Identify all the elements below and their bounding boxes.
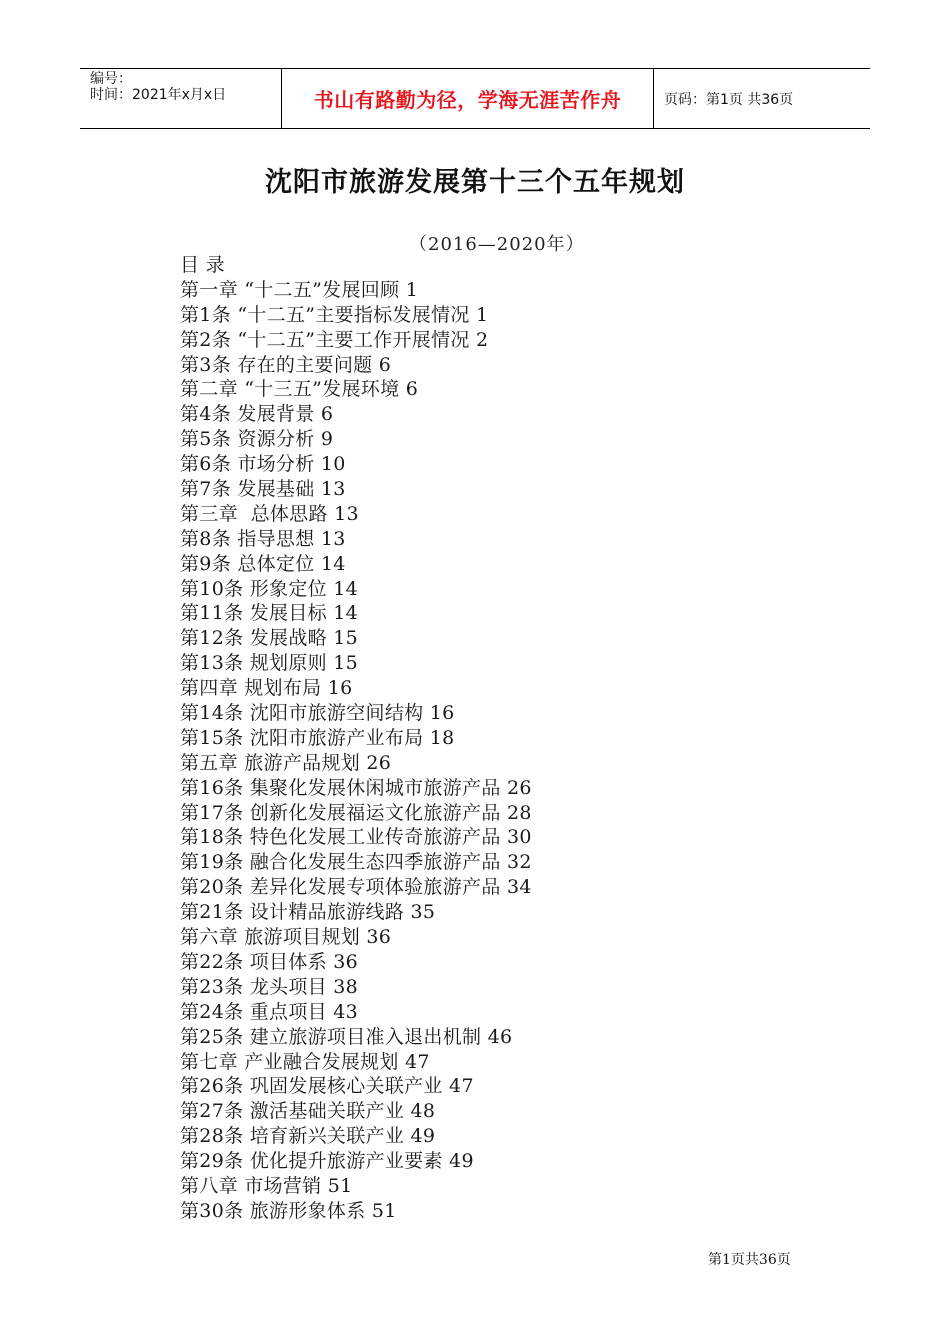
toc-entry: 第二章 “十三五”发展环境 6 bbox=[180, 378, 419, 401]
toc-entry: 第五章 旅游产品规划 26 bbox=[180, 751, 392, 774]
serial-number-label: 编号： bbox=[90, 71, 132, 87]
toc-entry: 第9条 总体定位 14 bbox=[180, 552, 346, 575]
document-title: 沈阳市旅游发展第十三个五年规划 bbox=[265, 167, 685, 198]
page-number-info: 页码：第1页 共36页 bbox=[664, 91, 794, 108]
toc-entry: 第三章 总体思路 13 bbox=[180, 502, 359, 525]
table-of-contents bbox=[180, 253, 532, 1224]
toc-entry: 第六章 旅游项目规划 36 bbox=[180, 926, 392, 949]
toc-entry: 第七章 产业融合发展规划 47 bbox=[180, 1050, 430, 1073]
toc-entry: 第6条 市场分析 10 bbox=[180, 453, 346, 476]
plan-period: （2016—2020年） bbox=[409, 234, 585, 255]
toc-entry: 第八章 市场营销 51 bbox=[180, 1174, 353, 1197]
toc-heading: 目 录 bbox=[180, 254, 225, 276]
toc-entry: 第8条 指导思想 13 bbox=[180, 527, 346, 550]
toc-entry: 第26条 巩固发展核心关联产业 47 bbox=[180, 1075, 474, 1098]
toc-entry: 第10条 形象定位 14 bbox=[180, 577, 359, 600]
toc-entry: 第17条 创新化发展福运文化旅游产品 28 bbox=[180, 801, 532, 824]
toc-entry: 第18条 特色化发展工业传奇旅游产品 30 bbox=[180, 826, 532, 849]
toc-entry: 第7条 发展基础 13 bbox=[180, 478, 346, 501]
toc-entry: 第19条 融合化发展生态四季旅游产品 32 bbox=[180, 851, 532, 874]
page-header bbox=[80, 68, 870, 129]
toc-entry: 第13条 规划原则 15 bbox=[180, 652, 359, 675]
toc-entry: 第1条 “十二五”主要指标发展情况 1 bbox=[180, 303, 489, 326]
toc-entry: 第12条 发展战略 15 bbox=[180, 627, 359, 650]
toc-entry: 第25条 建立旅游项目准入退出机制 46 bbox=[180, 1025, 513, 1048]
toc-entry: 第27条 激活基础关联产业 48 bbox=[180, 1100, 436, 1123]
toc-entry: 第30条 旅游形象体系 51 bbox=[180, 1199, 397, 1222]
page-footer: 第1页共36页 bbox=[708, 1252, 791, 1268]
toc-entry: 第22条 项目体系 36 bbox=[180, 950, 359, 973]
toc-entry: 第29条 优化提升旅游产业要素 49 bbox=[180, 1150, 474, 1173]
toc-entry: 第11条 发展目标 14 bbox=[180, 602, 359, 625]
toc-entry: 第四章 规划布局 16 bbox=[180, 677, 353, 700]
header-motto-cell bbox=[282, 69, 654, 128]
toc-entry: 第16条 集聚化发展休闲城市旅游产品 26 bbox=[180, 776, 532, 799]
toc-entry: 第2条 “十二五”主要工作开展情况 2 bbox=[180, 328, 489, 351]
motto-text: 书山有路勤为径，学海无涯苦作舟 bbox=[313, 88, 622, 112]
toc-entry: 第24条 重点项目 43 bbox=[180, 1000, 359, 1023]
toc-entry: 第5条 资源分析 9 bbox=[180, 428, 334, 451]
toc-entry: 第14条 沈阳市旅游空间结构 16 bbox=[180, 702, 455, 725]
toc-entry: 第3条 存在的主要问题 6 bbox=[180, 353, 392, 376]
toc-entry: 第一章 “十二五”发展回顾 1 bbox=[180, 278, 419, 301]
toc-entry: 第4条 发展背景 6 bbox=[180, 403, 334, 426]
toc-entry: 第20条 差异化发展专项体验旅游产品 34 bbox=[180, 876, 532, 899]
header-meta-cell bbox=[80, 69, 282, 128]
toc-entry: 第15条 沈阳市旅游产业布局 18 bbox=[180, 726, 455, 749]
toc-entry: 第21条 设计精品旅游线路 35 bbox=[180, 901, 436, 924]
toc-entry: 第23条 龙头项目 38 bbox=[180, 975, 359, 998]
header-page-cell bbox=[654, 69, 870, 128]
toc-entry: 第28条 培育新兴关联产业 49 bbox=[180, 1125, 436, 1148]
date-label: 时间：2021年x月x日 bbox=[90, 87, 227, 103]
